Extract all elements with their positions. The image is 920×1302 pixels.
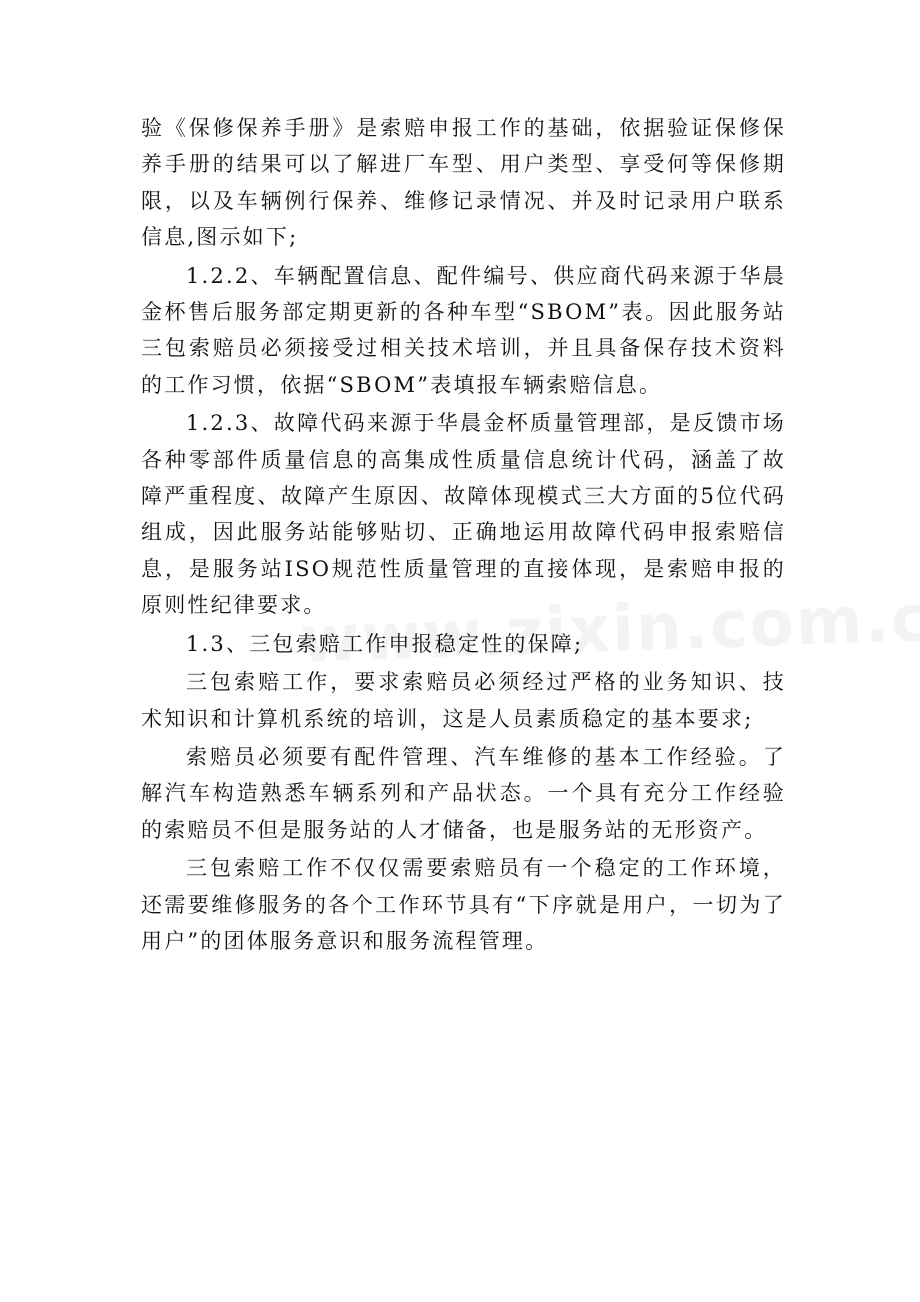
paragraph-1-2-2: 1.2.2、车辆配置信息、配件编号、供应商代码来源于华晨金杯售后服务部定期更新的各种车型“SBOM”表。因此服务站三包索赔员必须接受过相关技术培训，并且具备保存技术资料的工作习惯，依据“SBOM”表填报车辆索赔信息。 [141,263,786,397]
paragraph-1-2-3: 1.2.3、故障代码来源于华晨金杯质量管理部，是反馈市场各种零部件质量信息的高集成性质量信息统计代码，涵盖了故障严重程度、故障产生原因、故障体现模式三大方面的5位代码组成，因此服务站能够贴切、正确地运用故障代码申报索赔信息，是服务站ISO规范性质量管理的直接体现，是索赔申报的原则性纪律要求。 [141,411,786,618]
section-heading-1-3: 1.3、三包索赔工作申报稳定性的保障; [186,631,584,656]
paragraph-experience: 索赔员必须要有配件管理、汽车维修的基本工作经验。了解汽车构造熟悉车辆系列和产品状态。一个具有充分工作经验的索赔员不但是服务站的人才储备，也是服务站的无形资产。 [141,744,786,842]
paragraph-training: 三包索赔工作，要求索赔员必须经过严格的业务知识、技术知识和计算机系统的培训，这是人员素质稳定的基本要求; [141,670,786,731]
paragraph-service-awareness: 三包索赔工作不仅仅需要索赔员有一个稳定的工作环境，还需要维修服务的各个工作环节具有“下序就是用户，一切为了用户”的团体服务意识和服务流程管理。 [141,856,786,953]
document-body [141,110,786,961]
paragraph-handbook-verification: 验《保修保养手册》是索赔申报工作的基础，依据验证保修保养手册的结果可以了解进厂车型、用户类型、享受何等保修期限，以及车辆例行保养、维修记录情况、并及时记录用户联系信息,图示如下; [141,116,786,250]
